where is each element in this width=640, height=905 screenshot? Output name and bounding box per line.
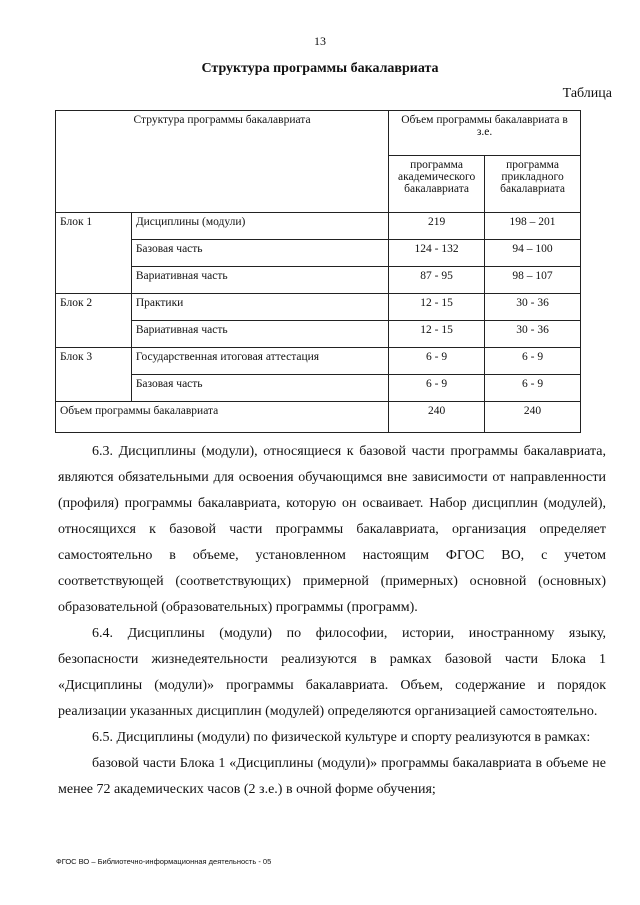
- row-label: Базовая часть: [131, 240, 388, 267]
- academic-value: 12 - 15: [389, 294, 485, 321]
- table-row: [56, 267, 581, 294]
- applied-value: 30 - 36: [485, 294, 581, 321]
- academic-value: 124 - 132: [389, 240, 485, 267]
- body-text: [58, 439, 606, 803]
- block-name: Блок 2: [56, 294, 132, 348]
- structure-table: [55, 110, 581, 433]
- applied-value: 94 – 100: [485, 240, 581, 267]
- footer-note: ФГОС ВО – Библиотечно-информационная деятельность - 05: [56, 857, 272, 866]
- table-row: [56, 294, 581, 321]
- paragraph-6-3: 6.3. Дисциплины (модули), относящиеся к базовой части программы бакалавриата, являются обязательными для освоения обучающимся вне зависимости от направленности (профиля) программы бакалавриата, которую он осваивает. Набор дисциплин (модулей), относящихся к базовой части программы бакалавриата, организация определяет самостоятельно в объеме, установленном настоящим ФГОС ВО, с учетом соответствующей (соответствующих) примерной (примерных) основной (основных) образовательной (образовательных) программы (программ).: [58, 444, 606, 615]
- total-academic: 240: [389, 402, 485, 433]
- academic-value: 6 - 9: [389, 375, 485, 402]
- block-name: Блок 1: [56, 213, 132, 294]
- header-applied: программа прикладного бакалавриата: [485, 156, 581, 213]
- table-row: [56, 348, 581, 375]
- applied-value: 198 – 201: [485, 213, 581, 240]
- row-label: Практики: [131, 294, 388, 321]
- academic-value: 6 - 9: [389, 348, 485, 375]
- row-label: Базовая часть: [131, 375, 388, 402]
- table-row: [56, 375, 581, 402]
- applied-value: 6 - 9: [485, 375, 581, 402]
- total-label: Объем программы бакалавриата: [56, 402, 389, 433]
- total-applied: 240: [485, 402, 581, 433]
- paragraph-6-4: 6.4. Дисциплины (модули) по философии, истории, иностранному языку, безопасности жизнедеятельности реализуются в рамках базовой части Блока 1 «Дисциплины (модули)» программы бакалавриата. Объем, содержание и порядок реализации указанных дисциплин (модулей) определяются организацией самостоятельно.: [58, 626, 606, 719]
- applied-value: 6 - 9: [485, 348, 581, 375]
- header-academic: программа академического бакалавриата: [389, 156, 485, 213]
- document-title: Структура программы бакалавриата: [201, 61, 439, 76]
- applied-value: 98 – 107: [485, 267, 581, 294]
- page-number: 13: [314, 34, 326, 48]
- paragraph-6-5: 6.5. Дисциплины (модули) по физической культуре и спорту реализуются в рамках:: [92, 730, 591, 745]
- header-structure: Структура программы бакалавриата: [56, 111, 389, 213]
- table-total-row: [56, 402, 581, 433]
- academic-value: 12 - 15: [389, 321, 485, 348]
- academic-value: 219: [389, 213, 485, 240]
- row-label: Государственная итоговая аттестация: [131, 348, 388, 375]
- academic-value: 87 - 95: [389, 267, 485, 294]
- applied-value: 30 - 36: [485, 321, 581, 348]
- header-volume: Объем программы бакалавриата в з.е.: [389, 111, 581, 156]
- table-row: [56, 321, 581, 348]
- row-label: Вариативная часть: [131, 321, 388, 348]
- row-label: Дисциплины (модули): [131, 213, 388, 240]
- block-name: Блок 3: [56, 348, 132, 402]
- row-label: Вариативная часть: [131, 267, 388, 294]
- paragraph-6-5-item: базовой части Блока 1 «Дисциплины (модули)» программы бакалавриата в объеме не менее 72 академических часов (2 з.е.) в очной форме обучения;: [58, 756, 606, 797]
- table-row: [56, 213, 581, 240]
- table-caption: Таблица: [562, 86, 612, 101]
- table-row: [56, 240, 581, 267]
